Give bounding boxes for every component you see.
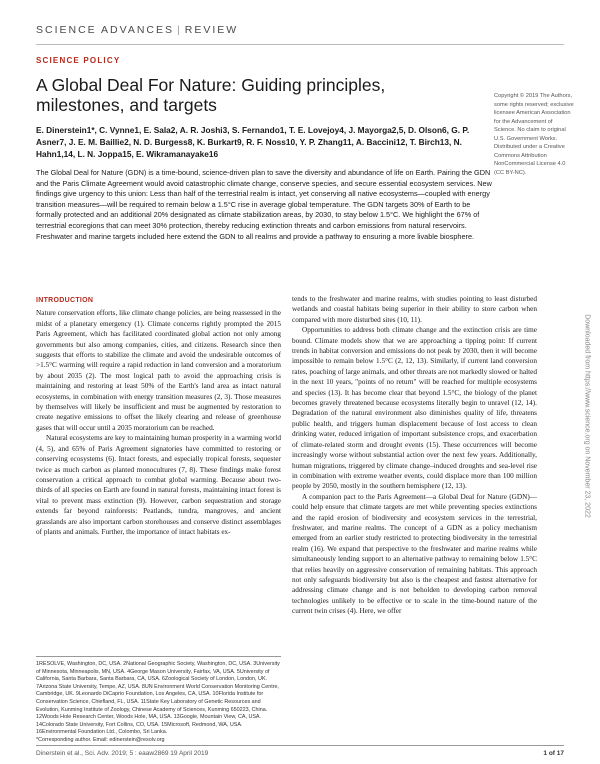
body-paragraph: Opportunities to address both climate change and the extinction crisis are time bound. Climate models show that we are approaching a tipping point: If current trends in habitat conversion and emissions do not peak by 2030, then it will become impossible to remain below 1.5°C (2, 12, 13). Similarly, if current land conversion rates, poaching of large animals, and other threats are not markedly slowed or halted in the next 10 years, "points of no return" will be reached for multiple ecosystems and species (13). It has become clear that beyond 1.5°C, the biology of the planet becomes gravely threatened because ecosystems literally begin to unravel (12, 14). Degradation of the natural environment also diminishes quality of life, threatens public health, and triggers human displacement because of lost access to clean drinking water, reduced irrigation of important subsistence crops, and exacerbation of climate-related storm and drought events (15). These occurrences will become increasingly worse without substantial action over the next few years. Additionally, human migrations, triggered by climate change–induced droughts and sea-level rise in combination with extreme weather events, could displace more than 100 million people by 2050, mostly in the southern hemisphere (12, 13). [292,326,537,491]
left-column [36,296,281,537]
journal-header: SCIENCE ADVANCES | REVIEW [36,24,239,36]
footer-divider [36,745,564,746]
download-note: Downloaded from https://www.science.org on November 23, 2022 [583,314,591,518]
footer-citation: Dinerstein et al., Sci. Adv. 2019; 5 : eaaw2869 19 April 2019 [36,750,209,757]
affiliations-footnote [36,661,281,745]
page-number: 1 of 17 [543,750,564,757]
header-divider [36,44,564,45]
abstract: The Global Deal for Nature (GDN) is a time-bound, science-driven plan to save the diversity and abundance of life on Earth. Pairing the GDN and the Paris Climate Agreement would avoid catastrophic climate change, conserve species, and secure essential ecosystem services. New findings give urgency to this union: Less than half of the terrestrial realm is intact, yet conserving all native ecosystems—coupled with energy transition measures—will be required to remain below a 1.5°C rise in average global temperature. The GDN targets 30% of Earth to be formally protected and an additional 20% designated as climate stabilization areas, by 2030, to stay below 1.5°C. We highlight the 67% of terrestrial ecoregions that can meet 30% protection, thereby reducing extinction threats and carbon emissions from natural reservoirs. Freshwater and marine targets included here extend the GDN to all realms and provide a pathway to ensuring a more livable biosphere. [36,168,492,241]
copyright-notice: Copyright © 2019 The Authors, some rights reserved; exclusive licensee American Association for the Advancement of Science. No claim to original U.S. Government Works. Distributed under a Creative Commons Attribution NonCommercial License 4.0 (CC BY-NC). [494,93,574,176]
body-paragraph: tends to the freshwater and marine realms, with studies pointing to least disturbed wetlands and coastal habitats being superior in their ability to store carbon when compared with more disturbed sites (10, 11). [292,295,537,324]
journal-name: SCIENCE ADVANCES [36,24,174,36]
body-paragraph: Natural ecosystems are key to maintaining human prosperity in a warming world (4, 5), and 65% of Paris Agreement signatories have committed to restoring or conserving ecosystems (6). Intact forests, and especially tropical forests, sequester twice as much carbon as planted monocultures (7, 8). These findings make forest conservation a critical approach to combat global warming. Because about two-thirds of all species on Earth are found in natural forests, maintaining intact forest is vital to prevent mass extinction (9). However, carbon sequestration and storage extends far beyond rainforests: Peatlands, tundra, mangroves, and ancient grasslands are also important carbon storehouses and conserve distinct assemblages of plants and animals. Further, the importance of intact habitats ex- [36,434,281,536]
introduction-heading: INTRODUCTION [36,297,94,304]
section-label: SCIENCE POLICY [36,56,121,65]
body-paragraph: A companion pact to the Paris Agreement—a Global Deal for Nature (GDN)—could help ensure that climate targets are met while preventing species extinctions and the rapid erosion of biodiversity and ecosystem services in the terrestrial, freshwater, and marine realms. The concept of a GDN as a policy mechanism emerged from an earlier study restricted to protecting biodiversity in the terrestrial realm (16). We expand that perspective to the freshwater and marine realms while simultaneously lending support to an alternative pathway to remaining below 1.5°C that relies heavily on aggressive conservation of remaining habitats. This approach not only safeguards biodiversity but also is the cheapest and fastest alternative for addressing climate change and is not beholden to developing carbon removal technologies unlikely to be effective or to scale in the time-bound nature of the current twin crises (4). Here, we offer [292,492,537,616]
article-title: A Global Deal For Nature: Guiding principles, milestones, and targets [36,75,386,115]
author-list: E. Dinerstein1*, C. Vynne1, E. Sala2, A. R. Joshi3, S. Fernando1, T. E. Lovejoy4, J. Mayorga2,5, D. Olson6, G. P. Asner7, J. E. M. Baillie2, N. D. Burgess8, K. Burkart9, R. F. Noss10, Y. P. Zhang11, A. Baccini12, T. Birch13, N. Hahn1,14, L. N. Joppa15, E. Wikramanayake16 [36,125,470,159]
affiliations: 1RESOLVE, Washington, DC, USA. 2National Geographic Society, Washington, DC, USA. 3University of Minnesota, Minneapolis, MN, USA. 4George Mason University, Fairfax, VA, USA. 5University of California, Santa Barbara, Santa Barbara, CA, USA. 6Zoological Society of London, London, UK. 7Arizona State University, Tempe, AZ, USA. 8UN Environment World Conservation Monitoring Centre, Cambridge, UK. 9Leonardo DiCaprio Foundation, Los Angeles, CA, USA. 10Florida Institute for Conservation Science, Chiefland, FL, USA. 11State Key Laboratory of Genetic Resources and Evolution, Kunming Institute of Zoology, Chinese Academy of Sciences, Kunming 650223, China. 12Woods Hole Research Center, Woods Hole, MA, USA. 13Google, Mountain View, CA, USA. 14Colorado State University, Fort Collins, CO, USA. 15Microsoft, Redmond, WA, USA. 16Environmental Foundation Ltd., Colombo, Sri Lanka. [36,661,280,736]
footnote-divider [36,656,281,657]
corresponding-author[interactable]: *Corresponding author. Email: edinerstein@resolv.org [36,736,165,743]
body-paragraph: Nature conservation efforts, like climate change policies, are being reassessed in the midst of a planetary emergency (1). Climate concerns rightly prompted the 2015 Paris Agreement, which has facilitated coordinated global action not only among governments but also among companies, cities, and citizens. Research since then suggests that efforts to stabilize the climate and avoid the undesirable outcomes of >1.5°C warming will require a rapid reduction in land conversion and a moratorium by about 2035 (2). The most logical path to avoid the approaching crisis is maintaining and restoring at least 50% of the Earth's land area as intact natural ecosystems, in combination with energy transition measures (2, 3). Those measures by themselves will likely be insufficient and must be augmented by restoration to create negative emissions to offset the likely clearing and release of greenhouse gases that will occur until a 2035 moratorium can be reached. [36,309,281,432]
article-type: REVIEW [184,24,239,36]
right-column [292,294,537,617]
download-watermark [582,276,592,556]
